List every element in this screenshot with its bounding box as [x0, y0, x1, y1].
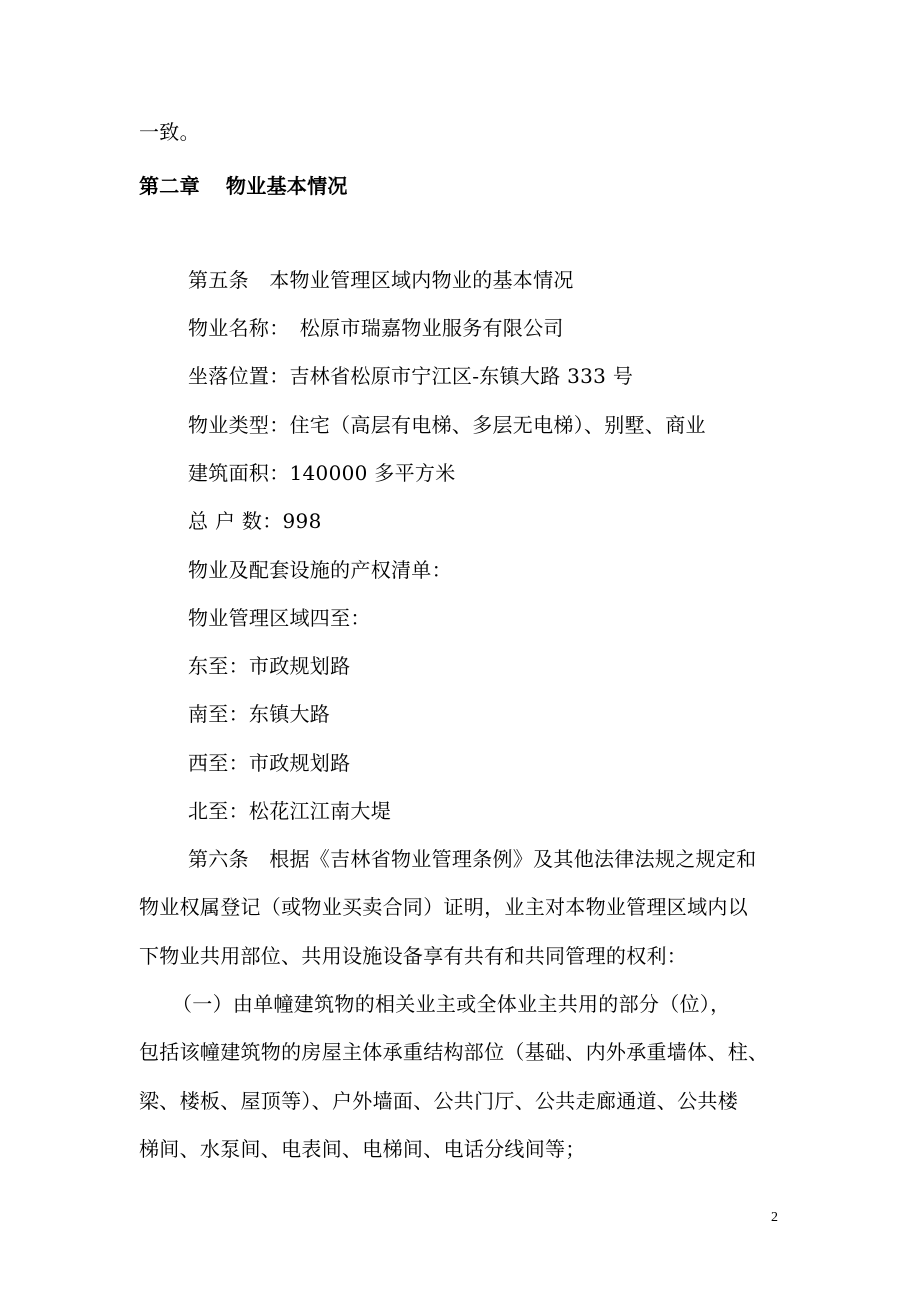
article-6-line-1: 第六条 根据《吉林省物业管理条例》及其他法律法规之规定和	[188, 847, 757, 871]
boundary-south: 南至：东镇大路	[188, 702, 331, 726]
household-count: 总 户 数：998	[188, 509, 322, 533]
clause-1-line-3: 梁、楼板、屋顶等）、户外墙面、公共门厅、公共走廊通道、公共楼	[139, 1089, 738, 1113]
article-6-line-3: 下物业共用部位、共用设施设备享有共有和共同管理的权利：	[139, 944, 688, 968]
ownership-list: 物业及配套设施的产权清单：	[188, 558, 452, 582]
text-line-continuation: 一致。	[139, 120, 200, 144]
chapter-heading	[139, 172, 348, 200]
chapter-label: 第二章	[139, 174, 200, 198]
clause-1-line-1: （一）由单幢建筑物的相关业主或全体业主共用的部分（位），	[172, 992, 731, 1016]
boundary-east: 东至：市政规划路	[188, 654, 351, 678]
property-name: 物业名称： 松原市瑞嘉物业服务有限公司	[188, 316, 564, 340]
article-6-line-2: 物业权属登记（或物业买卖合同）证明，业主对本物业管理区域内以	[139, 895, 748, 919]
boundary-west: 西至：市政规划路	[188, 751, 351, 775]
building-area: 建筑面积：140000 多平方米	[188, 461, 456, 485]
boundaries-heading: 物业管理区域四至：	[188, 606, 371, 630]
clause-1-line-4: 梯间、水泵间、电表间、电梯间、电话分线间等；	[139, 1137, 586, 1161]
property-type: 物业类型：住宅（高层有电梯、多层无电梯）、别墅、商业	[188, 413, 706, 437]
page-number: 2	[771, 1210, 778, 1225]
clause-1-line-2: 包括该幢建筑物的房屋主体承重结构部位（基础、内外承重墙体、柱、	[139, 1040, 769, 1064]
boundary-north: 北至：松花江江南大堤	[188, 799, 391, 823]
property-location: 坐落位置：吉林省松原市宁江区-东镇大路 333 号	[188, 364, 634, 388]
chapter-title: 物业基本情况	[225, 174, 348, 198]
article-5-heading: 第五条 本物业管理区域内物业的基本情况	[188, 268, 574, 292]
